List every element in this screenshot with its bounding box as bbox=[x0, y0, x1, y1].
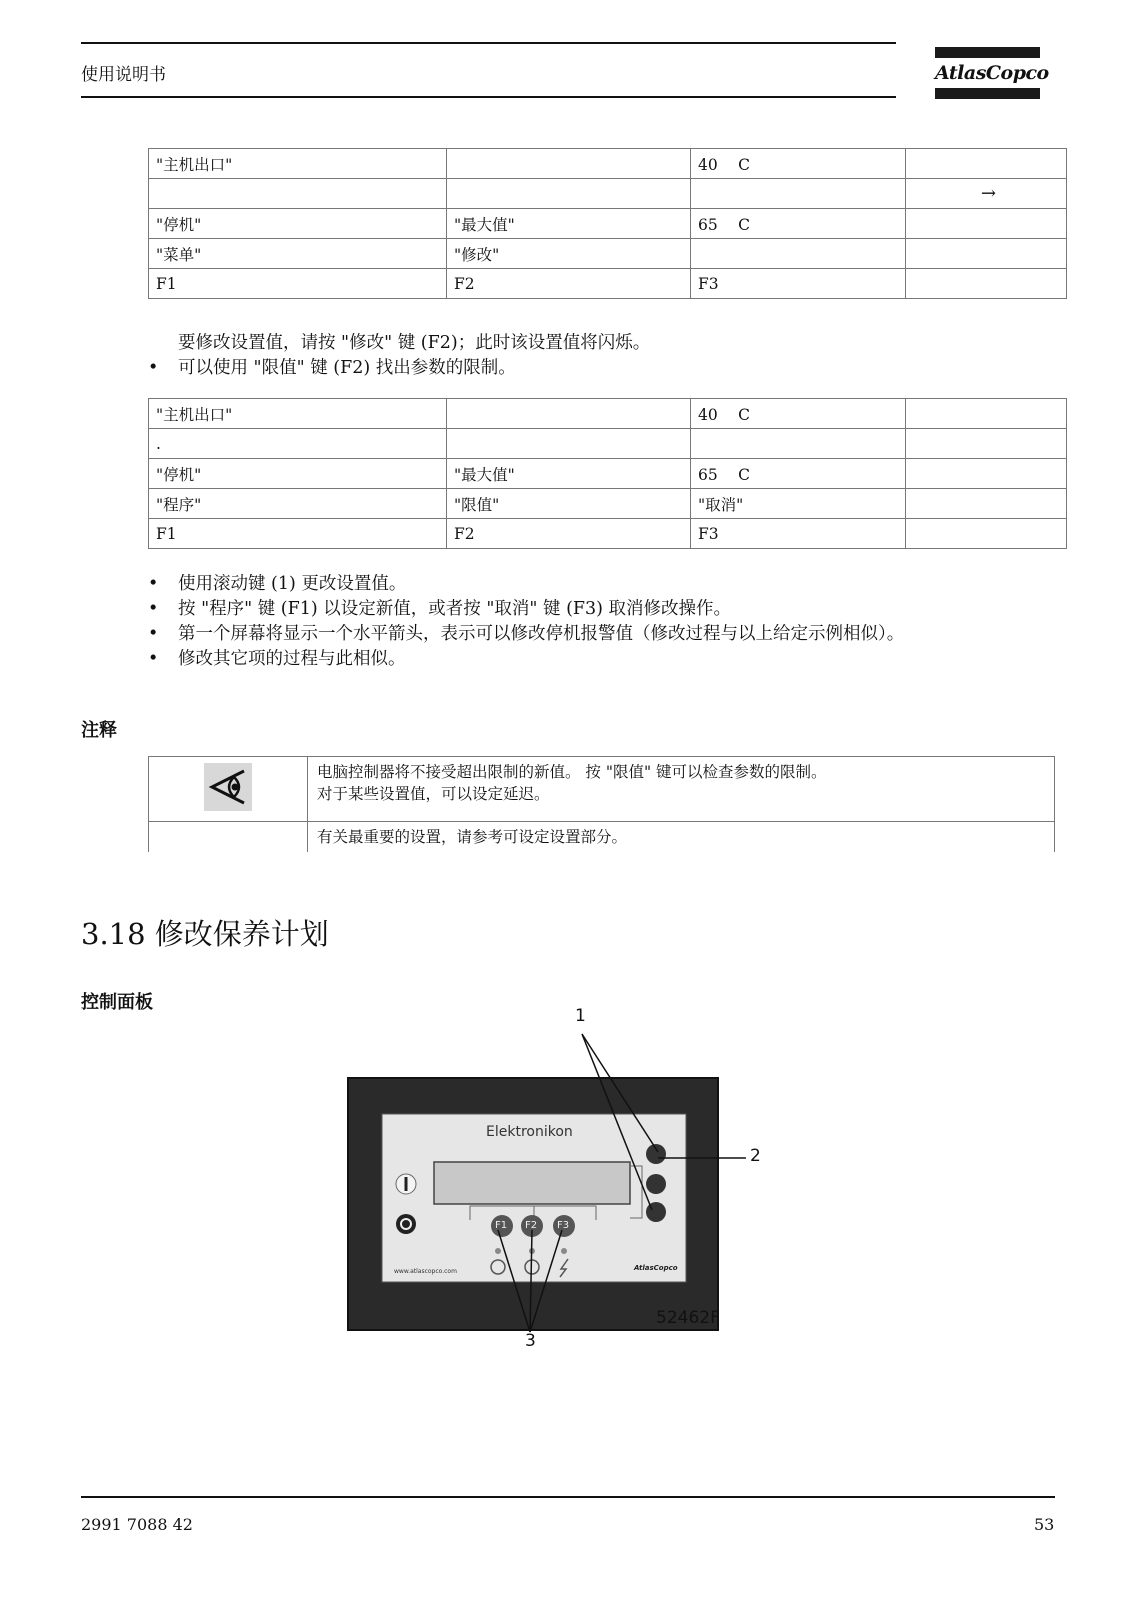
instruction-paragraph: 要修改设置值，请按 "修改" 键 (F2)；此时该设置值将闪烁。 bbox=[178, 333, 651, 353]
note-icon-cell bbox=[149, 757, 308, 822]
table-cell bbox=[906, 489, 1067, 519]
section-title: 3.18 修改保养计划 bbox=[81, 917, 329, 951]
table-cell: "程序" bbox=[149, 489, 447, 519]
callout-label-3: 3 bbox=[525, 1331, 536, 1351]
table-cell bbox=[906, 519, 1067, 549]
table-row bbox=[149, 822, 1055, 853]
table-cell bbox=[906, 149, 1067, 179]
note-text-cell bbox=[308, 757, 1055, 822]
table-row bbox=[149, 149, 1067, 179]
table-cell: F3 bbox=[691, 519, 906, 549]
note-line: 有关最重要的设置，请参考可设定设置部分。 bbox=[317, 828, 628, 846]
table-cell: "主机出口" bbox=[149, 399, 447, 429]
table-cell bbox=[447, 429, 691, 459]
table-cell bbox=[447, 179, 691, 209]
list-item-text: 修改其它项的过程与此相似。 bbox=[178, 649, 406, 669]
bullet-dot: • bbox=[148, 574, 159, 594]
note-heading: 注释 bbox=[81, 720, 117, 741]
table-cell bbox=[691, 429, 906, 459]
table-cell: F1 bbox=[149, 519, 447, 549]
table-cell: "停机" bbox=[149, 459, 447, 489]
table-cell: 40 C bbox=[691, 399, 906, 429]
table-row bbox=[149, 459, 1067, 489]
table-cell: "取消" bbox=[691, 489, 906, 519]
table-cell bbox=[447, 399, 691, 429]
f1-key-label: F1 bbox=[495, 1220, 508, 1231]
control-panel-figure bbox=[346, 1006, 786, 1376]
note-table bbox=[148, 756, 1055, 852]
document-number: 2991 7088 42 bbox=[81, 1515, 193, 1534]
table-cell: F2 bbox=[447, 269, 691, 299]
list-item-text: 按 "程序" 键 (F1) 以设定新值，或者按 "取消" 键 (F3) 取消修改操作。 bbox=[178, 599, 732, 619]
bullet-dot: • bbox=[148, 624, 159, 644]
note-line: 对于某些设置值，可以设定延迟。 bbox=[317, 785, 550, 803]
table-cell: "最大值" bbox=[447, 459, 691, 489]
table-cell bbox=[447, 149, 691, 179]
table-cell: 40 C bbox=[691, 149, 906, 179]
panel-logo-text: AtlasCopco bbox=[634, 1264, 678, 1272]
bullet-dot: • bbox=[148, 649, 159, 669]
panel-heading: 控制面板 bbox=[81, 992, 153, 1013]
page-number: 53 bbox=[1034, 1515, 1055, 1534]
figure-id: 52462F bbox=[656, 1308, 720, 1328]
table-cell: "限值" bbox=[447, 489, 691, 519]
bullet-dot: • bbox=[148, 358, 159, 378]
table-cell: F2 bbox=[447, 519, 691, 549]
table-cell: "菜单" bbox=[149, 239, 447, 269]
table-cell: "主机出口" bbox=[149, 149, 447, 179]
panel-brand-text: Elektronikon bbox=[486, 1124, 573, 1140]
f2-key-label: F2 bbox=[525, 1220, 538, 1231]
table-cell: "修改" bbox=[447, 239, 691, 269]
bullet-dot: • bbox=[148, 599, 159, 619]
table-cell: F3 bbox=[691, 269, 906, 299]
atlas-copco-logo bbox=[935, 47, 1055, 101]
table-cell: "停机" bbox=[149, 209, 447, 239]
table-cell bbox=[691, 179, 906, 209]
table-cell: . bbox=[149, 429, 447, 459]
table-cell bbox=[906, 269, 1067, 299]
table-cell: F1 bbox=[149, 269, 447, 299]
table-cell: "最大值" bbox=[447, 209, 691, 239]
table-cell bbox=[906, 209, 1067, 239]
right-arrow-icon: → bbox=[906, 179, 1067, 209]
callout-label-2: 2 bbox=[750, 1146, 761, 1166]
header-bottom-rule bbox=[81, 96, 896, 98]
table-row bbox=[149, 179, 1067, 209]
panel-url-text: www.atlascopco.com bbox=[394, 1268, 457, 1275]
list-item-text: 可以使用 "限值" 键 (F2) 找出参数的限制。 bbox=[178, 358, 516, 378]
table-row bbox=[149, 399, 1067, 429]
table-cell: 65 C bbox=[691, 209, 906, 239]
table-cell: 65 C bbox=[691, 459, 906, 489]
table-cell bbox=[906, 459, 1067, 489]
list-item-text: 使用滚动键 (1) 更改设置值。 bbox=[178, 574, 407, 594]
table-cell bbox=[906, 429, 1067, 459]
note-empty-cell bbox=[149, 822, 308, 853]
footer-rule bbox=[81, 1496, 1055, 1498]
table-row bbox=[149, 269, 1067, 299]
logo-text: AtlasCopco bbox=[935, 62, 1049, 84]
header-top-rule bbox=[81, 42, 896, 44]
control-panel-illustration bbox=[346, 1026, 786, 1376]
display-table-2 bbox=[148, 398, 1067, 549]
note-line: 电脑控制器将不接受超出限制的新值。 按 "限值" 键可以检查参数的限制。 bbox=[317, 763, 827, 781]
list-item-text: 第一个屏幕将显示一个水平箭头，表示可以修改停机报警值（修改过程与以上给定示例相似）。 bbox=[178, 624, 905, 644]
table-row bbox=[149, 239, 1067, 269]
table-row bbox=[149, 519, 1067, 549]
note-text-cell bbox=[308, 822, 1055, 853]
f3-key-label: F3 bbox=[557, 1220, 570, 1231]
table-cell bbox=[691, 239, 906, 269]
table-row bbox=[149, 429, 1067, 459]
eye-note-icon bbox=[204, 763, 252, 811]
table-cell bbox=[906, 239, 1067, 269]
display-table-1 bbox=[148, 148, 1067, 299]
table-row bbox=[149, 489, 1067, 519]
callout-label-1: 1 bbox=[575, 1006, 586, 1026]
table-row bbox=[149, 209, 1067, 239]
table-cell bbox=[149, 179, 447, 209]
table-cell bbox=[906, 399, 1067, 429]
table-row bbox=[149, 757, 1055, 822]
header-title: 使用说明书 bbox=[81, 65, 166, 85]
